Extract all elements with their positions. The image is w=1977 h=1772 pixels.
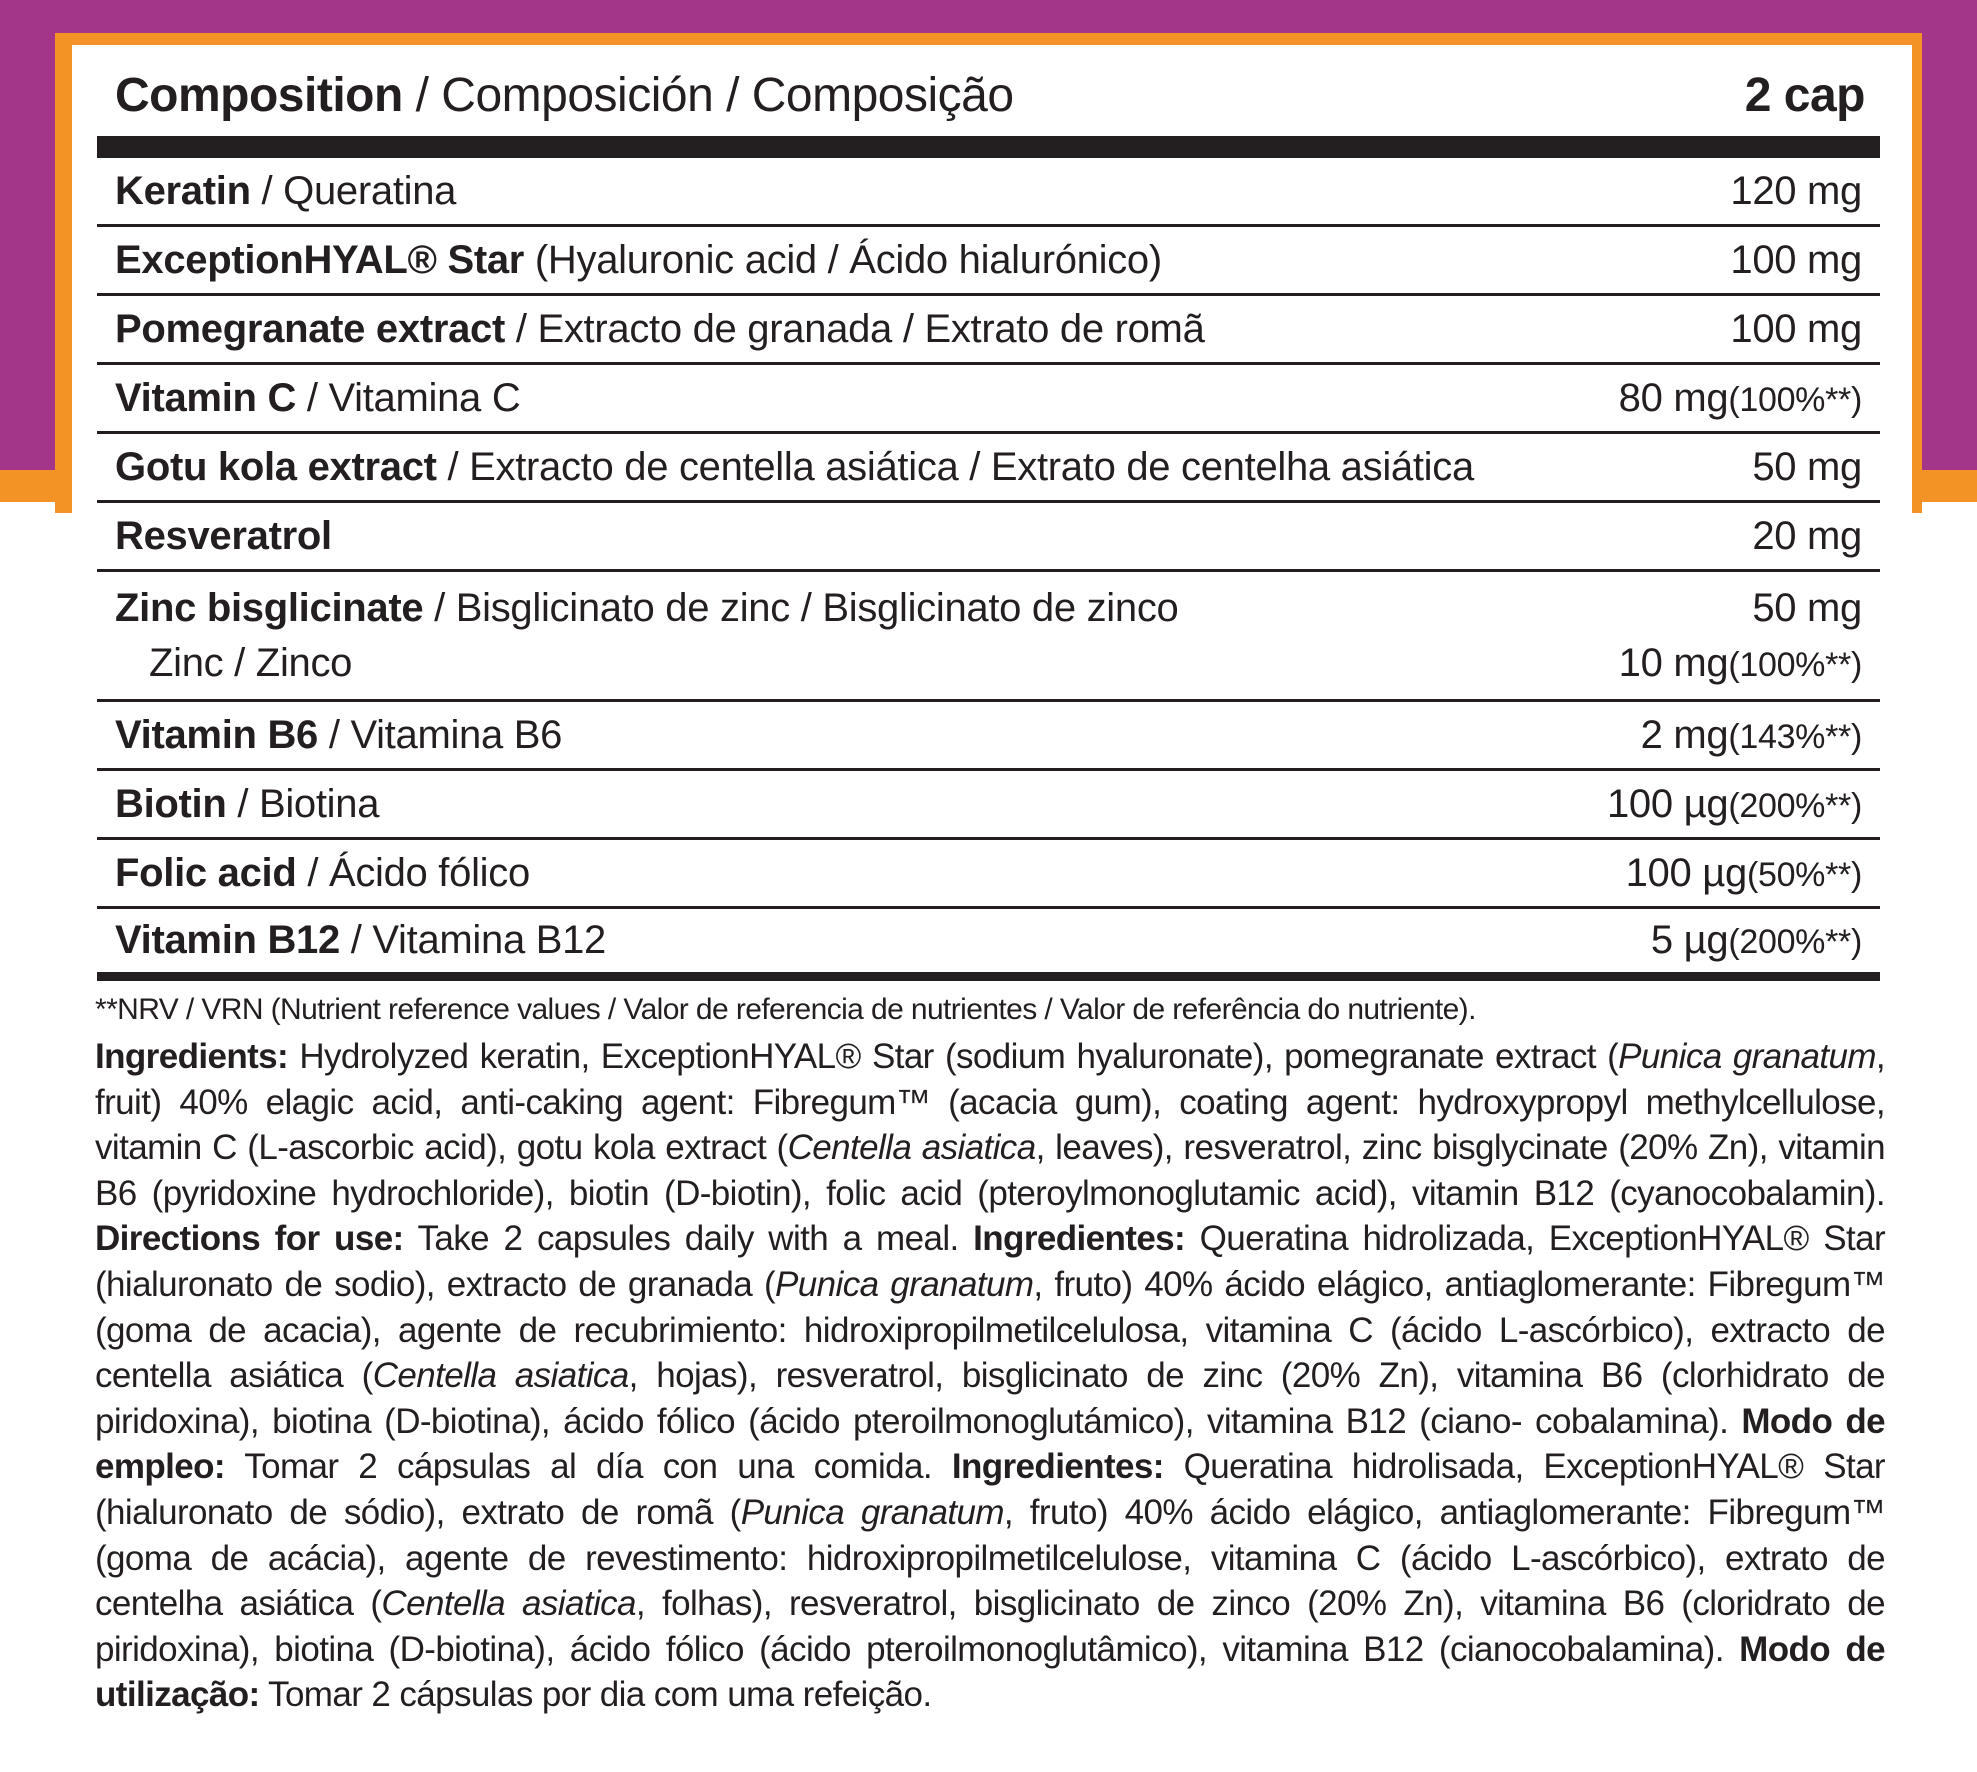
nrv-percent: (143%**) bbox=[1728, 717, 1862, 756]
nutrient-name: Folic acid / Ácido fólico bbox=[115, 850, 530, 895]
nrv-percent: (50%**) bbox=[1746, 855, 1862, 894]
composition-row bbox=[97, 503, 1880, 572]
nutrient-amount: 100 µg(50%**) bbox=[1625, 850, 1862, 895]
nutrient-name: Zinc bisglicinate / Bisglicinato de zinc / Bisglicinato de zinco bbox=[115, 585, 1179, 630]
nutrient-name: Vitamin C / Vitamina C bbox=[115, 375, 521, 420]
nutrient-amount: 120 mg bbox=[1730, 168, 1862, 213]
composition-row bbox=[97, 434, 1880, 503]
composition-header bbox=[115, 60, 1865, 130]
orange-stripe-left bbox=[0, 470, 72, 502]
nutrient-amount: 20 mg bbox=[1752, 513, 1862, 558]
nutrient-name: Pomegranate extract / Extracto de granada / Extrato de romã bbox=[115, 306, 1205, 351]
nrv-percent: (100%**) bbox=[1728, 380, 1862, 419]
nutrient-name: Vitamin B12 / Vitamina B12 bbox=[115, 918, 606, 962]
nutrient-amount: 100 mg bbox=[1730, 306, 1862, 351]
composition-table bbox=[97, 158, 1880, 981]
nutrient-amount: 50 mg bbox=[1752, 585, 1862, 630]
composition-row bbox=[97, 771, 1880, 840]
nutrient-name: Resveratrol bbox=[115, 513, 332, 558]
composition-row bbox=[97, 227, 1880, 296]
nutrient-amount: 10 mg(100%**) bbox=[1618, 640, 1862, 685]
nutrient-amount: 5 µg(200%**) bbox=[1650, 918, 1862, 962]
nrv-percent: (200%**) bbox=[1728, 786, 1862, 825]
composition-title: Composition / Composición / Composição bbox=[115, 68, 1014, 122]
composition-row bbox=[97, 909, 1880, 981]
header-divider bbox=[97, 136, 1880, 158]
nutrient-amount: 100 µg(200%**) bbox=[1606, 781, 1862, 826]
ingredients-text: Ingredients: Hydrolyzed keratin, ExceptionHYAL® Star (sodium hyaluronate), pomegranate extract (Punica granatum, fruit) 40% elagic acid, anti-caking agent: Fibregum™ (acacia gum), coating agent: hydroxypropyl methylcellulose, vitamin C (L-ascorbic acid), gotu kola extract (Centella asiatica, leaves), resveratrol, zinc bisglycinate (20% Zn), vitamin B6 (pyridoxine hydrochloride), biotin (D-biotin), folic acid (pteroylmonoglutamic acid), vitamin B12 (cyanocobalamin). Directions for use: Take 2 capsules daily with a meal. Ingredientes: Queratina hidrolizada, ExceptionHYAL® Star (hialuronato de sodio), extracto de granada (Punica granatum, fruto) 40% ácido elágico, antiaglomerante: Fibregum™ (goma de acacia), agente de recubrimiento: hidroxipropilmetilcelulosa, vitamina C (ácido L-ascórbico), extracto de centella asiática (Centella asiatica, hojas), resveratrol, bisglicinato de zinc (20% Zn), vitamina B6 (clorhidrato de piridoxina), biotina (D-biotina), ácido fólico (ácido pteroilmonoglutámico), vitamina B12 (ciano- cobalamina). Modo de empleo: Tomar 2 cápsulas al día con una comida. Ingredientes: Queratina hidrolisada, ExceptionHYAL® Star (hialuronato de sódio), extrato de romã (Punica granatum, fruto) 40% ácido elágico, antiaglomerante: Fibregum™ (goma de acácia), agente de revestimento: hidroxipropilmetilcelulose, vitamina C (ácido L-ascórbico), extrato de centelha asiática (Centella asiatica, folhas), resveratrol, bisglicinato de zinco (20% Zn), vitamina B6 (cloridrato de piridoxina), biotina (D-biotina), ácido fólico (ácido pteroilmonoglutâmico), vitamina B12 (cianocobalamina). Modo de utilização: Tomar 2 cápsulas por dia com uma refeição. bbox=[95, 1037, 1886, 1715]
nrv-percent: (100%**) bbox=[1728, 645, 1862, 684]
composition-row bbox=[97, 572, 1880, 702]
composition-row bbox=[97, 158, 1880, 227]
nutrient-name: Vitamin B6 / Vitamina B6 bbox=[115, 712, 563, 757]
nutrient-amount: 2 mg(143%**) bbox=[1640, 712, 1862, 757]
composition-row bbox=[97, 702, 1880, 771]
nutrient-amount: 80 mg(100%**) bbox=[1618, 375, 1862, 420]
nutrient-name: Gotu kola extract / Extracto de centella asiática / Extrato de centelha asiática bbox=[115, 444, 1474, 489]
composition-row bbox=[97, 840, 1880, 909]
serving-size: 2 cap bbox=[1744, 68, 1865, 122]
nrv-percent: (200%**) bbox=[1728, 923, 1862, 961]
nutrient-name: Keratin / Queratina bbox=[115, 168, 457, 213]
nutrient-amount: 100 mg bbox=[1730, 237, 1862, 282]
composition-row bbox=[97, 296, 1880, 365]
nrv-footnote: **NRV / VRN (Nutrient reference values / Valor de referencia de nutrientes / Valor de referência do nutriente). bbox=[95, 993, 1476, 1026]
orange-stripe-right bbox=[1912, 470, 1977, 502]
nutrient-name: Biotin / Biotina bbox=[115, 781, 380, 826]
nutrient-amount: 50 mg bbox=[1752, 444, 1862, 489]
composition-row bbox=[97, 365, 1880, 434]
sub-nutrient-name: Zinc / Zinco bbox=[149, 640, 353, 685]
nutrient-name: ExceptionHYAL® Star (Hyaluronic acid / Ácido hialurónico) bbox=[115, 237, 1162, 282]
